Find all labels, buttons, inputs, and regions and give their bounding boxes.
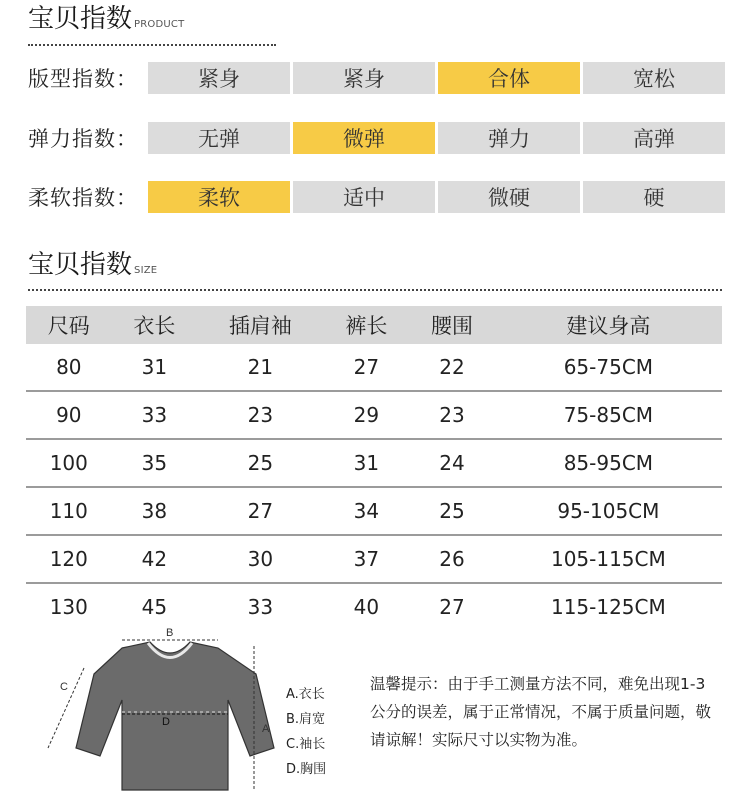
- table-cell: 27: [197, 487, 323, 535]
- shoulder-width-marker: [122, 627, 218, 640]
- index-row-softness: [28, 180, 725, 214]
- table-cell: 23: [197, 391, 323, 439]
- table-cell: 37: [324, 535, 410, 583]
- index-option: 弹力: [438, 122, 580, 154]
- index-label: 版型指数：: [28, 67, 138, 91]
- table-cell: 95-105CM: [495, 487, 722, 535]
- table-cell: 105-115CM: [495, 535, 722, 583]
- label-c: C: [60, 681, 68, 693]
- index-option: 柔软: [148, 181, 290, 213]
- index-option: 硬: [583, 181, 725, 213]
- table-cell: 24: [409, 439, 495, 487]
- table-cell: 120: [26, 535, 112, 583]
- legend-item: D.胸围: [286, 762, 327, 777]
- index-label: 柔软指数：: [28, 186, 138, 210]
- label-a: A: [262, 723, 270, 735]
- table-cell: 130: [49, 595, 88, 619]
- table-cell: 27: [324, 344, 410, 391]
- size-table-header: [26, 306, 722, 344]
- table-cell: 34: [324, 487, 410, 535]
- table-cell: 110: [26, 487, 112, 535]
- index-row-elasticity: [28, 121, 725, 155]
- header-waist: 腰围: [409, 306, 495, 344]
- table-cell: 29: [324, 391, 410, 439]
- measurement-legend: [286, 682, 326, 782]
- table-cell: 40: [353, 595, 380, 619]
- index-option: 无弹: [148, 122, 290, 154]
- table-cell: 21: [197, 344, 323, 391]
- table-cell: 75-85CM: [495, 391, 722, 439]
- table-row: [26, 535, 722, 583]
- table-cell: 33: [112, 391, 198, 439]
- product-index-title: 宝贝指数: [28, 4, 133, 34]
- label-d: D: [162, 716, 170, 728]
- table-cell: 22: [409, 344, 495, 391]
- index-option: 微弹: [293, 122, 435, 154]
- size-table: [26, 306, 722, 630]
- header-size: 尺码: [26, 306, 112, 344]
- table-row: [26, 344, 722, 391]
- table-cell: 26: [409, 535, 495, 583]
- label-b: B: [166, 627, 174, 639]
- index-options: [148, 62, 725, 94]
- header-length: 衣长: [112, 306, 198, 344]
- table-cell: 80: [26, 344, 112, 391]
- size-divider: [28, 289, 722, 291]
- index-options: [148, 181, 725, 213]
- header-height: 建议身高: [495, 306, 722, 344]
- table-cell: 85-95CM: [495, 439, 722, 487]
- index-option: 紧身: [293, 62, 435, 94]
- table-cell: 115-125CM: [550, 595, 666, 619]
- header-pants-length: 裤长: [324, 306, 410, 344]
- legend-item: B.肩宽: [286, 712, 326, 727]
- index-options: [148, 122, 725, 154]
- index-option: 高弹: [583, 122, 725, 154]
- table-row: [26, 439, 722, 487]
- index-option: 紧身: [148, 62, 290, 94]
- table-cell: 65-75CM: [495, 344, 722, 391]
- legend-item: C.袖长: [286, 737, 326, 752]
- table-row: [26, 487, 722, 535]
- size-title: 宝贝指数: [28, 250, 133, 280]
- table-cell: 100: [26, 439, 112, 487]
- index-option: 合体: [438, 62, 580, 94]
- legend-item: A.衣长: [286, 687, 325, 702]
- table-cell: 30: [197, 535, 323, 583]
- table-cell: 42: [112, 535, 198, 583]
- product-index-heading: [28, 6, 184, 32]
- table-cell: 25: [197, 439, 323, 487]
- product-index-divider: [28, 44, 276, 46]
- size-heading: [28, 252, 157, 278]
- index-option: 微硬: [438, 181, 580, 213]
- index-label: 弹力指数：: [28, 127, 138, 151]
- table-cell: 25: [409, 487, 495, 535]
- table-cell: 38: [112, 487, 198, 535]
- index-option: 宽松: [583, 62, 725, 94]
- table-cell: 31: [112, 344, 198, 391]
- table-cell: 35: [112, 439, 198, 487]
- product-index-subtitle: PRODUCT: [134, 19, 185, 30]
- header-sleeve: 插肩袖: [197, 306, 323, 344]
- table-cell: 23: [409, 391, 495, 439]
- table-cell: 31: [324, 439, 410, 487]
- measurement-note: 温馨提示：由于手工测量方法不同，难免出现1-3公分的误差，属于正常情况，不属于质量问题，敬请谅解！实际尺寸以实物为准。: [370, 675, 712, 749]
- table-row: [26, 391, 722, 439]
- shirt-silhouette-icon: [76, 642, 274, 790]
- table-cell: 45: [141, 595, 168, 619]
- index-option: 适中: [293, 181, 435, 213]
- size-subtitle: SIZE: [134, 265, 158, 276]
- table-cell: 33: [247, 595, 274, 619]
- index-row-fit: [28, 61, 725, 95]
- table-cell: 90: [26, 391, 112, 439]
- table-cell: 27: [439, 595, 465, 619]
